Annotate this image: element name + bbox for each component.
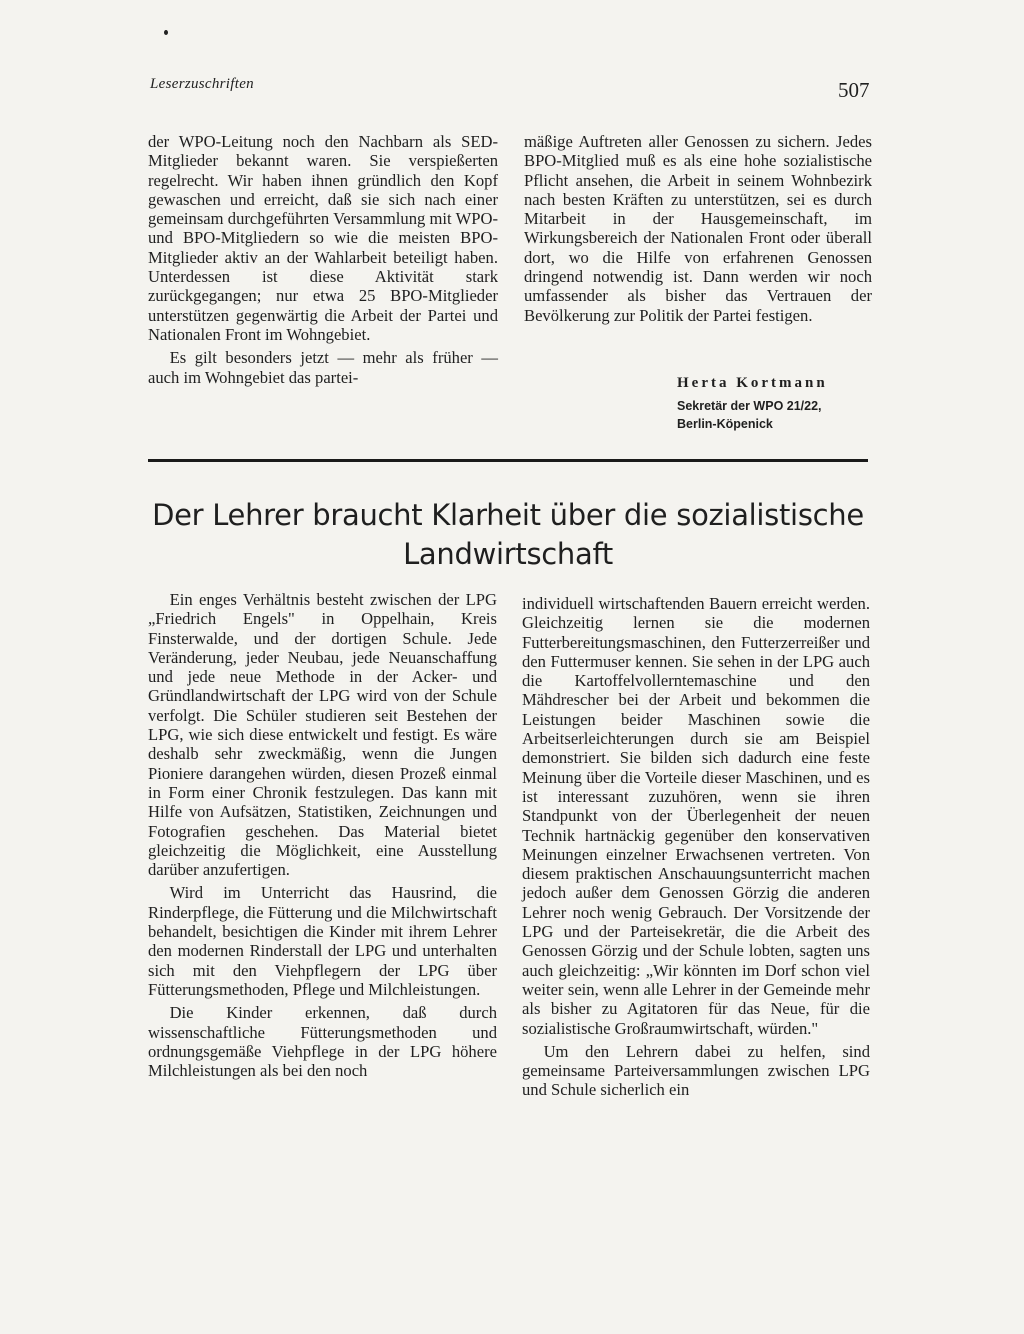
letter-column-right bbox=[524, 132, 872, 325]
author-name: Herta Kortmann bbox=[677, 375, 828, 391]
article-column-right bbox=[522, 594, 870, 1100]
paragraph: Wird im Unterricht das Hausrind, die Rinderpflege, die Fütterung und die Milchwirtschaft behandelt, besichtigen die Kinder mit ihrem Lehrer den modernen Rinderstall der LPG und unterhalten sich mit den Viehpflegern der LPG über Fütterungsmethoden, Pflege und Milchleistungen. bbox=[148, 883, 497, 999]
paragraph: mäßige Auftreten aller Genossen zu sichern. Jedes BPO-Mitglied muß es als eine hohe sozialistische Pflicht ansehen, die Arbeit in seinem Wohnbezirk nach besten Kräften zu unterstützen, sei es durch Mitarbeit in der Hausgemeinschaft, im Wirkungsbereich der Nationalen Front oder überall dort, wo die Hilfe von erfahrenen Genossen dringend notwendig ist. Dann werden wir noch umfassender als bisher das Vertrauen der Bevölkerung zur Politik der Partei festigen. bbox=[524, 132, 872, 325]
paragraph: Ein enges Verhältnis besteht zwischen der LPG „Friedrich Engels" in Oppelhain, Kreis Finsterwalde, und der dortigen Schule. Jede Veränderung, jeder Neubau, jede Neuanschaffung und jede neue Methode in der Acker- und Gründlandwirtschaft der LPG wird von der Schule verfolgt. Die Schüler studieren seit Bestehen der LPG, wie sich diese entwickelt und festigt. Es wäre deshalb sehr zweckmäßig, wenn die Jungen Pioniere darangehen würden, diesen Prozeß einmal in Form einer Chronik festzulegen. Das kann mit Hilfe von Aufsätzen, Statistiken, Zeichnungen und Fotografien geschehen. Das Material bietet gleichzeitig die Möglichkeit, eine Ausstellung darüber anzufertigen. bbox=[148, 590, 497, 880]
paragraph: individuell wirtschaftenden Bauern erreicht werden. Gleichzeitig lernen sie die modernen Futterbereitungsmaschinen, den Futterzerreißer und den Futtermuser kennen. Sie sehen in der LPG auch die Kartoffelvollerntemaschine und den Mähdrescher bei der Arbeit und bekommen die Leistungen beider Maschinen sowie die Arbeitserleichterungen durch sie am Beispiel demonstriert. Sie bilden sich dadurch eine feste Meinung über die Vorteile dieser Maschinen, und es ist interessant zuzuhören, wenn sie ihren Standpunkt von der Überlegenheit der neuen Technik hartnäckig gegenüber den konservativen Meinungen einzelner Erwachsenen vertreten. Von diesem praktischen Anschauungsunterricht machen jedoch außer dem Genossen Görzig die anderen Lehrer noch wenig Gebrauch. Der Vorsitzende der LPG und der Parteisekretär, die die Arbeit des Genossen Görzig und der Schule lobten, sagten uns auch gleichzeitig: „Wir könnten im Dorf schon viel weiter sein, wenn alle Lehrer in der Gemeinde mehr als bisher zu Agitatoren für das Neue, für die sozialistische Großraumwirtschaft, würden." bbox=[522, 594, 870, 1038]
section-divider bbox=[148, 459, 868, 462]
print-speck bbox=[164, 30, 168, 35]
paragraph: Es gilt besonders jetzt — mehr als früher — auch im Wohngebiet das partei- bbox=[148, 348, 498, 387]
paragraph: Um den Lehrern dabei zu helfen, sind gemeinsame Parteiversammlungen zwischen LPG und Schule sicherlich ein bbox=[522, 1041, 870, 1100]
page-number: 507 bbox=[838, 78, 870, 102]
author-location-line: Berlin-Köpenick bbox=[677, 417, 773, 431]
author-role bbox=[677, 397, 877, 433]
article-column-left bbox=[148, 590, 497, 1080]
letter-column-left bbox=[148, 132, 498, 387]
paragraph: der WPO-Leitung noch den Nachbarn als SED-Mitglieder bekannt waren. Sie verspießerten regelrecht. Wir haben ihnen gründlich den Kopf gewaschen und erreicht, daß sie sich nach einer gemeinsam durchgeführten Versammlung mit WPO- und BPO-Mitgliedern so wie die meisten BPO-Mitglieder aktiv an der Wahlarbeit beteiligt haben. Unterdessen ist diese Aktivität stark zurückgegangen; nur etwa 25 BPO-Mitglieder unterstützen gegenwärtig die Arbeit der Partei und Nationalen Front im Wohngebiet. bbox=[148, 132, 498, 344]
running-head: Leserzuschriften bbox=[150, 76, 254, 92]
paragraph: Die Kinder erkennen, daß durch wissenschaftliche Fütterungsmethoden und ordnungsgemäße Viehpflege in der LPG höhere Milchleistungen als bei den noch bbox=[148, 1003, 497, 1081]
article-headline bbox=[148, 496, 868, 574]
headline-line: Landwirtschaft bbox=[403, 537, 613, 571]
author-role-line: Sekretär der WPO 21/22, bbox=[677, 399, 822, 413]
headline-line: Der Lehrer braucht Klarheit über die sozialistische bbox=[152, 498, 864, 532]
